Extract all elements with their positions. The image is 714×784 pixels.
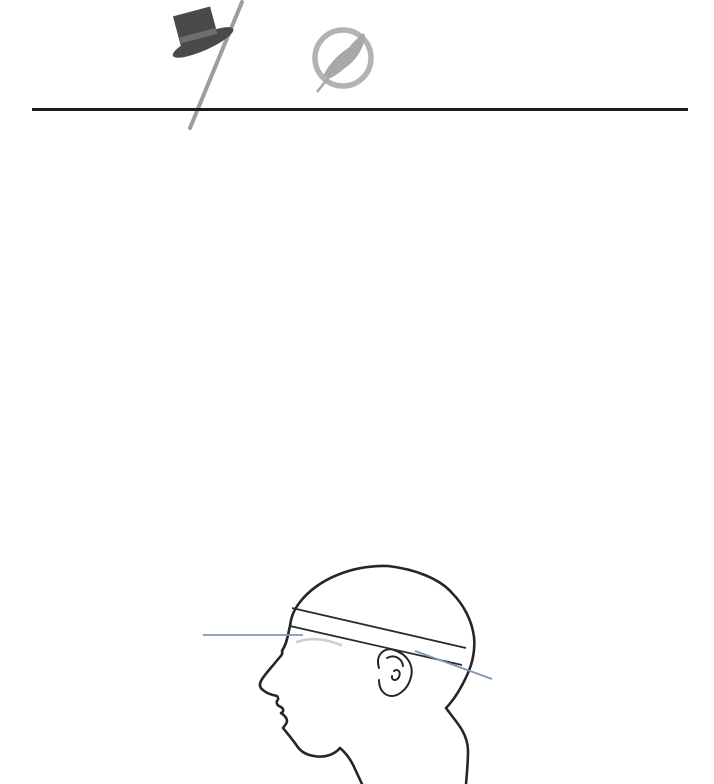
hat-size-table [32,108,688,111]
eyebrow-arc [297,639,341,645]
feather-icon [315,30,371,92]
ear-icon [378,649,412,696]
top-hat-icon [158,0,236,63]
epoch-logo [150,0,570,135]
head-outline [260,566,474,784]
ears-leader-line [415,651,492,679]
head-diagram-svg [0,555,714,784]
head-measurement-diagram [0,555,714,784]
